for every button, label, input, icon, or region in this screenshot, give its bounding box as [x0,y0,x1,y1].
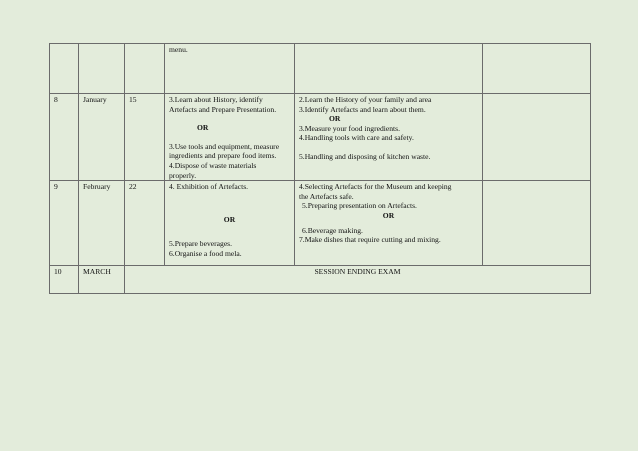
term2-line: 5.Handling and disposing of kitchen waste. [299,151,431,161]
term2-line: the Artefacts safe. [299,191,354,201]
or-separator: OR [382,210,395,220]
term1-line: Artefacts and Prepare Presentation. [169,104,277,114]
term2-line: 3.Measure your food ingredients. [299,123,401,133]
row-number-cell: 9 [50,181,79,266]
table-row [50,266,591,294]
term1-line: properly. [169,170,197,180]
term2-line: 4.Handling tools with care and safety. [299,133,414,143]
days-cell: 22 [125,181,165,266]
table-row [50,44,591,94]
term2-line: 7.Make dishes that require cutting and mixing. [299,235,441,245]
or-separator: OR [223,214,236,224]
month-cell [79,44,125,94]
days-cell [125,44,165,94]
month-cell: MARCH [79,266,125,294]
remarks-cell [483,44,591,94]
syllabus-table [49,43,591,294]
exam-cell: SESSION ENDING EXAM [125,266,591,294]
month-cell: February [79,181,125,266]
or-separator: OR [329,114,341,124]
row-number-cell: 8 [50,94,79,181]
table-row [50,181,591,266]
term1-line: ingredients and prepare food items. [169,151,277,161]
table-row [50,94,591,181]
month-cell: January [79,94,125,181]
or-separator: OR [197,123,209,133]
days-cell: 15 [125,94,165,181]
term1-line: menu. [169,45,188,54]
term1-line: 4.Dispose of waste materials [169,160,257,170]
term2-line: 5.Preparing presentation on Artefacts. [302,201,417,211]
term2-line: 6.Beverage making. [302,225,363,235]
term1-line: 4. Exhibition of Artefacts. [169,182,249,192]
row-number-cell [50,44,79,94]
remarks-cell [483,94,591,181]
remarks-cell [483,181,591,266]
term1-line: 5.Prepare beverages. [169,239,233,249]
term2-line: 4.Selecting Artefacts for the Museum and keeping [299,182,452,192]
term1-cell [165,181,295,266]
term1-cell [165,44,295,94]
term1-line: 6.Organise a food mela. [169,248,242,258]
row-number-cell: 10 [50,266,79,294]
term2-cell [295,181,483,266]
term1-cell [165,94,295,181]
term2-line: 3.Identify Artefacts and learn about them. [299,104,426,114]
term1-line: 3.Use tools and equipment, measure [169,141,280,151]
term2-cell [295,44,483,94]
term2-cell [295,94,483,181]
term2-line: 2.Learn the History of your family and area [299,95,432,104]
term1-line: 3.Learn about History, identify [169,95,263,104]
